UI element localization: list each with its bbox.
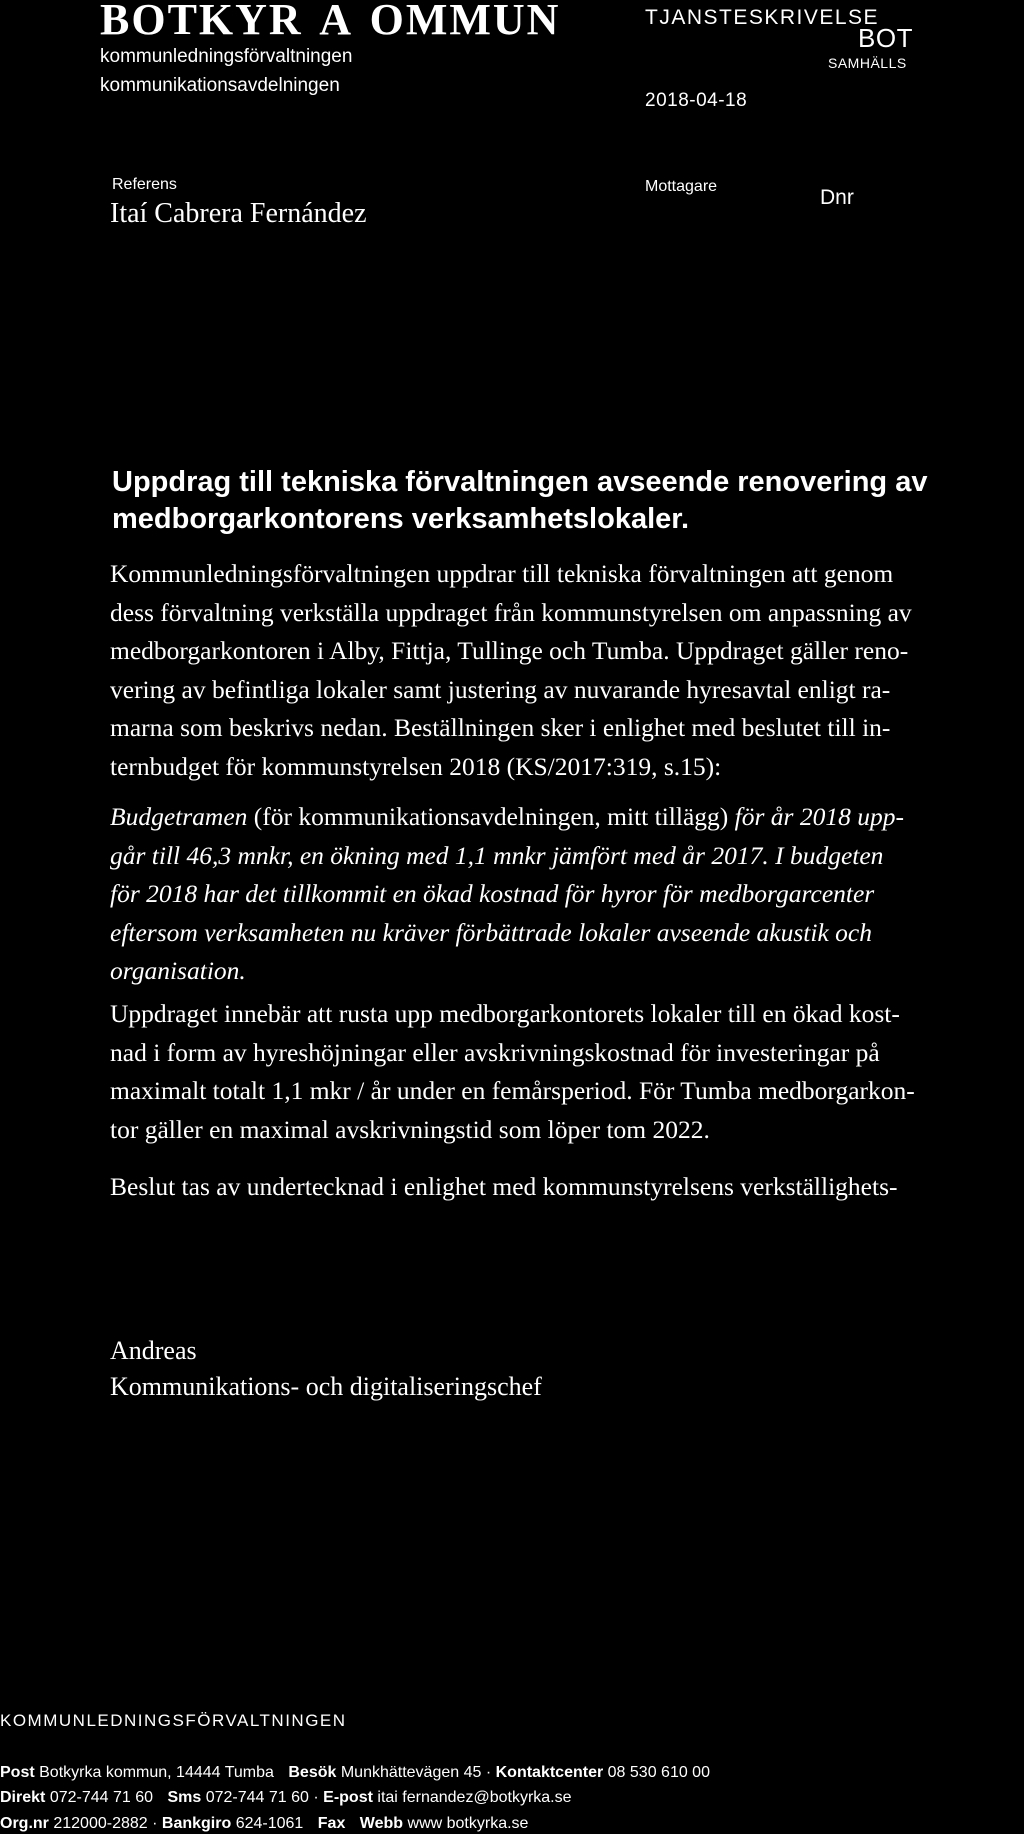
- title-line: Uppdrag till tekniska förvaltningen avseende renovering av: [112, 466, 928, 498]
- signatory-name: Andreas: [110, 1336, 197, 1365]
- quote-note: (för kommunikationsavdelningen, mitt tillägg): [247, 802, 729, 831]
- paragraph-line: ternbudget för kommunstyrelsen 2018 (KS/2017:319, s.15):: [110, 751, 722, 781]
- reference-label: Referens: [112, 176, 177, 193]
- sms-value: 072-744 71 60 ·: [205, 1789, 319, 1806]
- dnr-label: Dnr: [820, 186, 854, 209]
- web-label: Webb: [359, 1815, 404, 1832]
- paragraph-line: medborgarkontoren i Alby, Fittja, Tullinge och Tumba. Uppdraget gäller reno-: [110, 636, 909, 665]
- quote-line: organisation.: [110, 956, 246, 985]
- stamp-bot: BOT: [858, 23, 913, 53]
- orgnr-value: 212000-2882 ·: [53, 1815, 158, 1832]
- stamp-samhalls: SAMHÄLLS: [828, 55, 907, 71]
- title-line: medborgarkontorens verksamhetslokaler.: [112, 503, 690, 535]
- recipient-label: Mottagare: [645, 178, 718, 195]
- email-value: itai fernandez@botkyrka.se: [377, 1789, 572, 1806]
- footer-contact-line: [0, 1815, 528, 1833]
- footer-contact-line: [0, 1764, 710, 1782]
- paragraph-line: dess förvaltning verkställa uppdraget från kommunstyrelsen om anpassning av: [110, 597, 912, 627]
- post-value: Botkyrka kommun, 14444 Tumba: [39, 1764, 274, 1781]
- department-name: kommunledningsförvaltningen: [100, 46, 353, 67]
- document-type: TJANSTESKRIVELSE: [645, 6, 880, 29]
- quote-text: Budgetramen: [110, 802, 248, 831]
- paragraph-line: nad i form av hyreshöjningar eller avskrivningskostnad för investeringar på: [110, 1037, 880, 1067]
- orgnr-label: Org.nr: [0, 1815, 49, 1832]
- fax-label: Fax: [317, 1815, 346, 1832]
- paragraph-scope: [110, 995, 1024, 1149]
- email-label: E-post: [323, 1789, 373, 1806]
- direct-label: Direkt: [0, 1789, 46, 1806]
- bankgiro-value: 624-1061: [235, 1815, 304, 1832]
- quote-line: går till 46,3 mnkr, en ökning med 1,1 mnkr jämfört med år 2017. I budgeten: [110, 840, 884, 870]
- paragraph-budget-quote: [110, 798, 1024, 991]
- footer-contact-line: [0, 1789, 572, 1807]
- document-date: 2018-04-18: [645, 90, 748, 111]
- quote-line: för 2018 har det tillkommit en ökad kostnad för hyror för medborgarcenter: [110, 879, 875, 908]
- paragraph-line: tor gäller en maximal avskrivningstid som löper tom 2022.: [110, 1114, 710, 1144]
- paragraph-line: maximalt totalt 1,1 mkr / år under en femårsperiod. För Tumba medborgarkon-: [110, 1076, 915, 1105]
- web-value: www botkyrka.se: [407, 1815, 529, 1832]
- visit-value: Munkhättevägen 45 ·: [340, 1764, 492, 1781]
- contact-center-value: 08 530 610 00: [607, 1764, 710, 1781]
- organization-name: BOTKYR A OMMUN: [100, 0, 561, 44]
- paragraph-line: Beslut tas av undertecknad i enlighet med kommunstyrelsens verkställighets-: [110, 1172, 898, 1201]
- reference-name: Itaí Cabrera Fernández: [110, 198, 367, 229]
- post-label: Post: [0, 1764, 35, 1781]
- document-title: [112, 464, 1002, 538]
- quote-line: eftersom verksamheten nu kräver förbättrade lokaler avseende akustik och: [110, 917, 872, 947]
- paragraph-line: Kommunledningsförvaltningen uppdrar till tekniska förvaltningen att genom: [110, 559, 894, 588]
- quote-line: [110, 798, 1024, 837]
- direct-value: 072-744 71 60: [49, 1789, 154, 1806]
- division-name: kommunikationsavdelningen: [100, 75, 340, 96]
- paragraph-line: marna som beskrivs nedan. Beställningen sker i enlighet med beslutet till in-: [110, 713, 891, 742]
- paragraph-decision: [110, 1168, 1024, 1207]
- sms-label: Sms: [167, 1789, 202, 1806]
- contact-center-label: Kontaktcenter: [495, 1764, 604, 1781]
- visit-label: Besök: [288, 1764, 337, 1781]
- quote-text: för år 2018 upp-: [728, 802, 904, 831]
- paragraph-assignment: [110, 555, 1024, 786]
- signatory-title: Kommunikations- och digitaliseringschef: [110, 1372, 542, 1401]
- bankgiro-label: Bankgiro: [161, 1815, 232, 1832]
- footer-organization: KOMMUNLEDNINGSFÖRVALTNINGEN: [0, 1711, 347, 1730]
- paragraph-line: Uppdraget innebär att rusta upp medborgarkontorets lokaler till en ökad kost-: [110, 999, 900, 1028]
- paragraph-line: vering av befintliga lokaler samt justering av nuvarande hyresavtal enligt ra-: [110, 674, 891, 704]
